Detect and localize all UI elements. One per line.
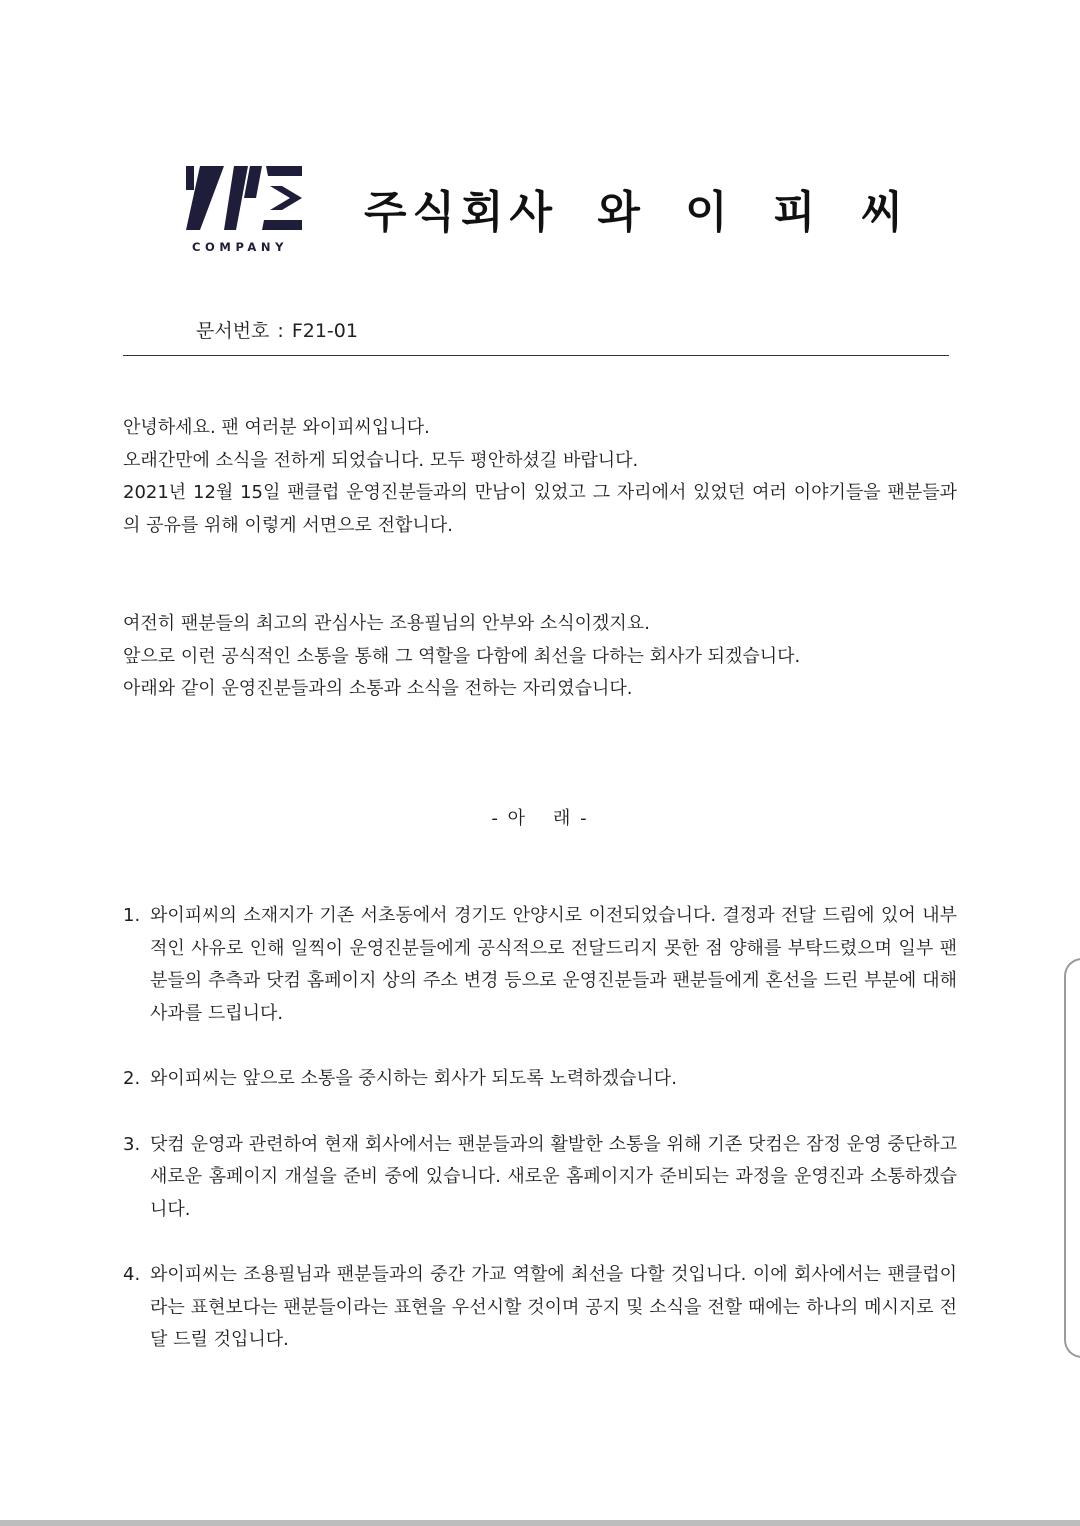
heading-word: 래	[553, 808, 573, 829]
document-number-separator: :	[277, 320, 284, 342]
second-paragraph-line: 여전히 팬분들의 최고의 관심사는 조용필님의 안부와 소식이겠지요.	[123, 613, 650, 634]
intro-paragraph	[123, 412, 957, 542]
document-number-label: 문서번호	[196, 320, 270, 342]
intro-line: 2021년 12월 15일 팬클럽 운영진분들과의 만남이 있었고 그 자리에서 있었던 여러 이야기들을 팬분들과의 공유를 위해 이렇게 서면으로 전합니다.	[123, 482, 957, 536]
company-logo	[186, 166, 306, 258]
logo-subtext: COMPANY	[192, 240, 289, 254]
numbered-list	[123, 900, 957, 1390]
heading-word: 아	[507, 808, 527, 829]
list-item	[123, 1129, 957, 1227]
company-name: 주식회사 와 이 피 씨	[364, 187, 910, 238]
list-item-number: 4.	[123, 1264, 141, 1285]
bottom-bar	[0, 1520, 1080, 1526]
ypc-logo-mark	[186, 166, 306, 232]
second-paragraph-line: 앞으로 이런 공식적인 소통을 통해 그 역할을 다함에 최선을 다하는 회사가 되겠습니다.	[123, 645, 801, 667]
second-paragraph-line: 아래와 같이 운영진분들과의 소통과 소식을 전하는 자리였습니다.	[123, 678, 633, 699]
list-item	[123, 900, 957, 1030]
document-number-value: F21-01	[291, 320, 358, 342]
list-item-text: 와이피씨의 소재지가 기존 서초동에서 경기도 안양시로 이전되었습니다. 결정과 전달 드림에 있어 내부적인 사유로 인해 일찍이 운영진분들에게 공식적으로 전달드리지 못한 점 양해를 부탁드렸으며 일부 팬분들의 추측과 닷컴 홈페이지 상의 주소 변경 등으로 운영진분들과 팬분들에게 혼선을 드린 부분에 대해 사과를 드립니다.	[150, 905, 957, 1024]
scroll-handle[interactable]	[1064, 958, 1080, 1358]
document-number	[196, 316, 358, 343]
list-item-text: 와이피씨는 앞으로 소통을 중시하는 회사가 되도록 노력하겠습니다.	[150, 1068, 677, 1089]
divider-line	[123, 355, 949, 356]
intro-line: 안녕하세요. 팬 여러분 와이피씨입니다.	[123, 417, 430, 438]
list-item-number: 1.	[123, 905, 141, 926]
heading-dash: -	[580, 808, 589, 829]
list-item-text: 닷컴 운영과 관련하여 현재 회사에서는 팬분들과의 활발한 소통을 위해 기존 닷컴은 잠정 운영 중단하고 새로운 홈페이지 개설을 준비 중에 있습니다. 새로운 홈페이지가 준비되는 과정을 운영진과 소통하겠습니다.	[150, 1133, 957, 1220]
intro-line: 오래간만에 소식을 전하게 되었습니다. 모두 평안하셨길 바랍니다.	[123, 449, 639, 471]
section-heading	[0, 804, 1080, 830]
second-paragraph	[123, 608, 957, 706]
list-item-text: 와이피씨는 조용필님과 팬분들과의 중간 가교 역할에 최선을 다할 것입니다. 이에 회사에서는 팬클럽이라는 표현보다는 팬분들이라는 표현을 우선시할 것이며 공지 및 소식을 전할 때에는 하나의 메시지로 전달 드릴 것입니다.	[150, 1264, 957, 1350]
heading-dash: -	[491, 808, 500, 829]
list-item-number: 2.	[123, 1068, 141, 1089]
list-item	[123, 1063, 957, 1096]
list-item	[123, 1259, 957, 1357]
list-item-number: 3.	[123, 1133, 141, 1155]
